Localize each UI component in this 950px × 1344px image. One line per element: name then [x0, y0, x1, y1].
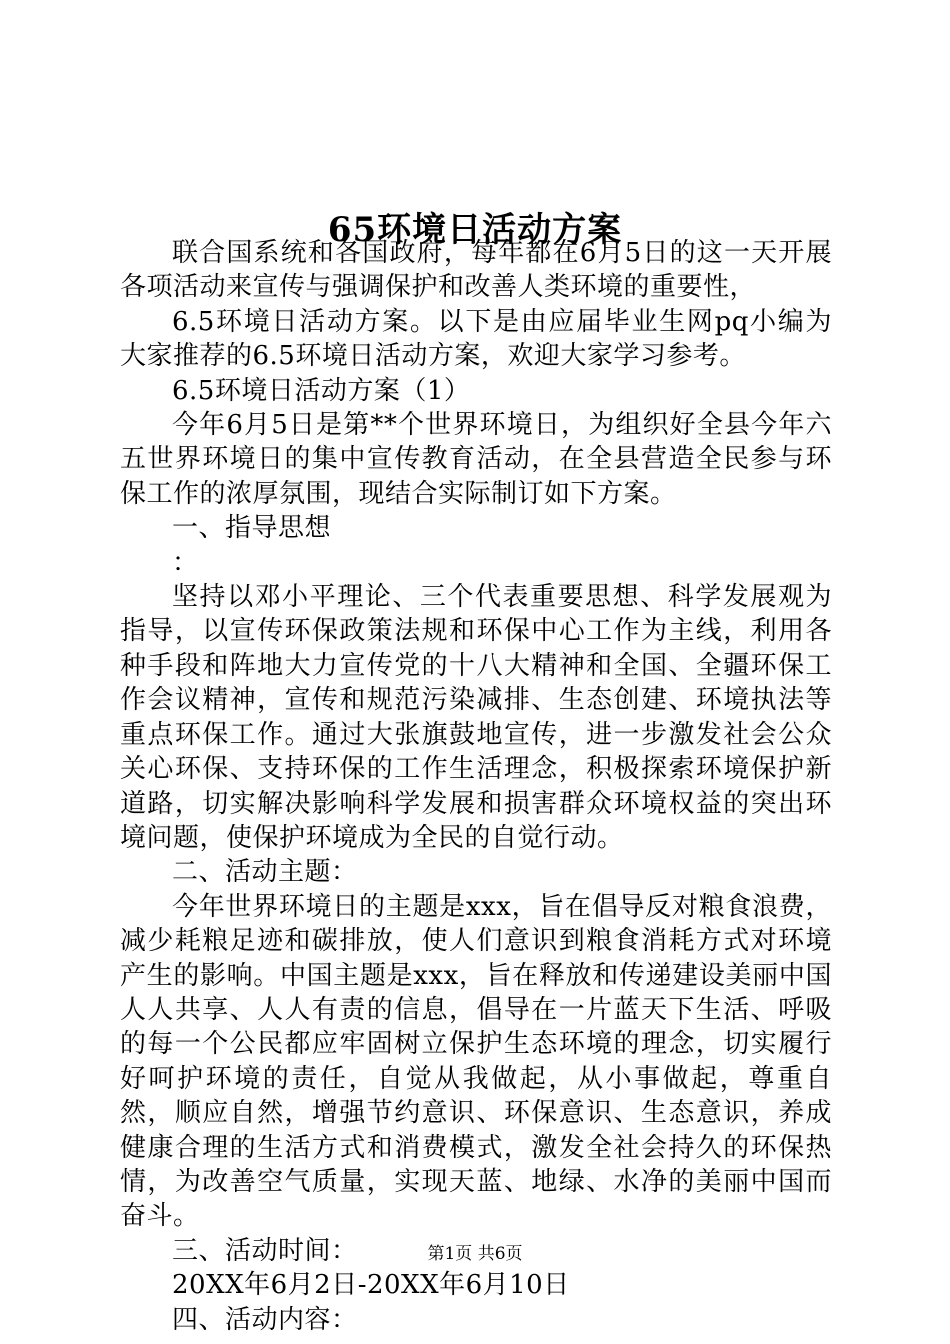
- section-heading-guiding-ideology: 一、指导思想: [172, 513, 332, 544]
- colon-line: ：: [172, 547, 199, 578]
- paragraph-theme: 今年世界环境日的主题是xxx，旨在倡导反对粮食浪费，减少耗粮足迹和碳排放，使人们意识到粮食消耗方式对环境产生的影响。中国主题是xxx，旨在释放和传递建设美丽中国人人共享、人人有责的信息，倡导在一片蓝天下生活、呼吸的每一个公民都应牢固树立保护生态环境的理念，切实履行好呵护环境的责任，自觉从我做起，从小事做起，尊重自然，顺应自然，增强节约意识、环保意识、生态意识，养成健康合理的生活方式和消费模式，激发全社会持久的环保热情，为改善空气质量，实现天蓝、地绿、水净的美丽中国而奋斗。: [120, 891, 832, 1232]
- paragraph-time: 20XX年6月2日-20XX年6月10日: [172, 1270, 570, 1301]
- paragraph-intro: 联合国系统和各国政府，每年都在6月5日的这一天开展各项活动来宣传与强调保护和改善人类环境的重要性，: [120, 238, 832, 303]
- section-heading-plan-1: 6.5环境日活动方案（1）: [172, 375, 471, 406]
- document-body: [120, 236, 832, 1337]
- document-title: 65环境日活动方案: [327, 209, 623, 250]
- section-heading-content: 四、活动内容：: [172, 1304, 358, 1335]
- page-number: 第1页 共6页: [427, 1244, 523, 1264]
- paragraph-recommendation: 6.5环境日活动方案。以下是由应届毕业生网pq小编为大家推荐的6.5环境日活动方案，欢迎大家学习参考。: [120, 306, 832, 372]
- paragraph-guiding-ideology: 坚持以邓小平理论、三个代表重要思想、科学发展观为指导，以宣传环保政策法规和环保中心工作为主线，利用各种手段和阵地大力宣传党的十八大精神和全国、全疆环保工作会议精神，宣传和规范污染减排、生态创建、环境执法等重点环保工作。通过大张旗鼓地宣传，进一步激发社会公众关心环保、支持环保的工作生活理念，积极探索环境保护新道路，切实解决影响科学发展和损害群众环境权益的突出环境问题，使保护环境成为全民的自觉行动。: [120, 582, 832, 853]
- section-heading-time: 三、活动时间：: [172, 1235, 358, 1266]
- section-heading-theme: 二、活动主题：: [172, 857, 358, 888]
- paragraph-background: 今年6月5日是第**个世界环境日，为组织好全县今年六五世界环境日的集中宣传教育活动，在全县营造全民参与环保工作的浓厚氛围，现结合实际制订如下方案。: [120, 410, 832, 509]
